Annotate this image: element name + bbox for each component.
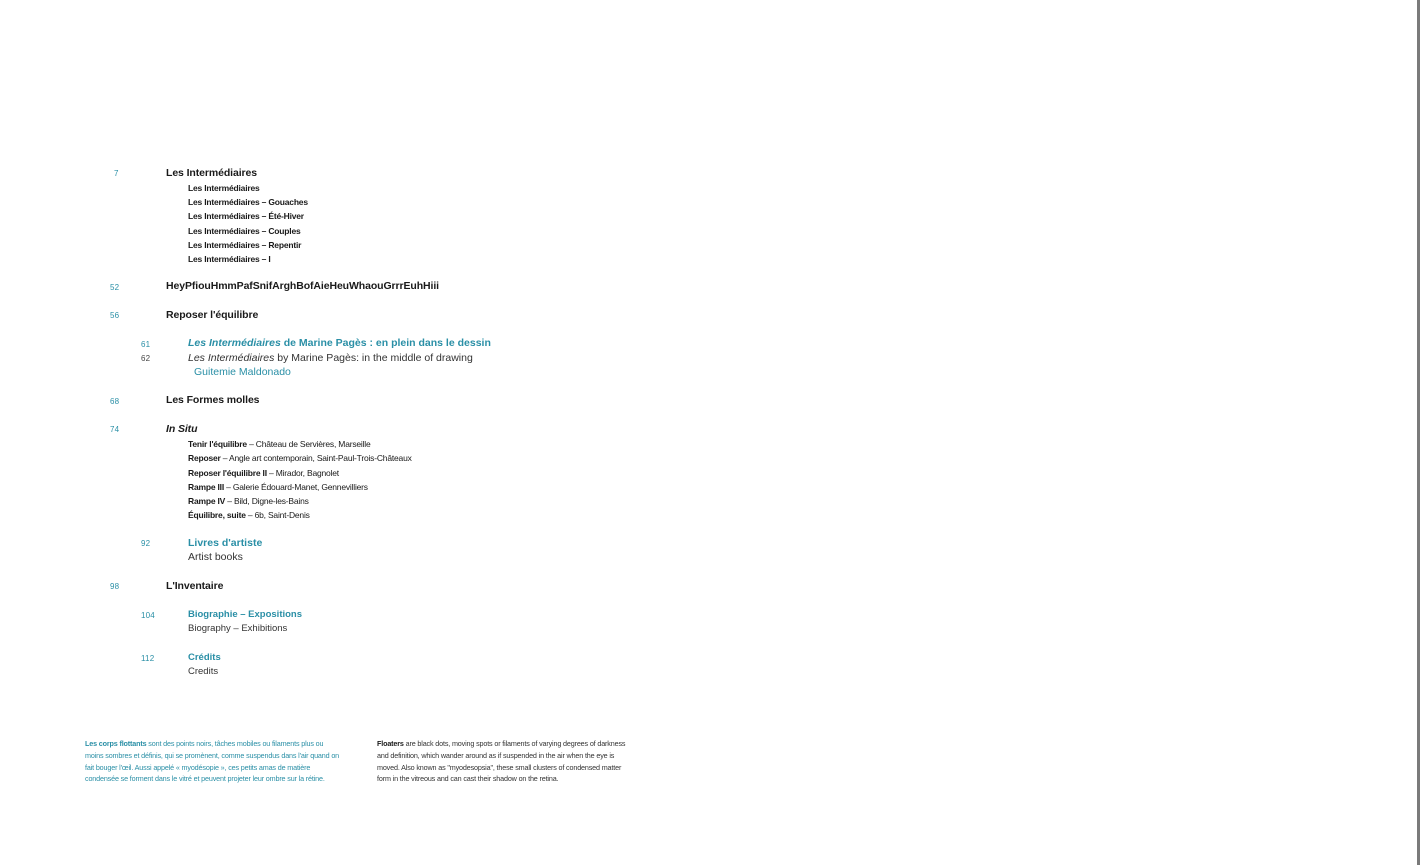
- work-title: Équilibre, suite: [188, 510, 246, 520]
- essay-title-en-italic: Les Intermédiaires: [188, 352, 275, 364]
- essay-title-en-rest: by Marine Pagès: in the middle of drawing: [274, 352, 473, 364]
- work-title: Reposer: [188, 453, 221, 463]
- bio-title-en[interactable]: Biography – Exhibitions: [188, 623, 288, 634]
- toc-subitem[interactable]: Les Intermédiaires – I: [188, 254, 271, 264]
- toc-page-number: 104: [141, 611, 155, 620]
- footnote-english-term: Floaters: [377, 739, 404, 748]
- toc-page-number: 52: [110, 283, 120, 292]
- toc-subitem[interactable]: [188, 510, 310, 520]
- toc-page-number: 112: [141, 654, 155, 663]
- footnote-english: [377, 738, 632, 785]
- work-place: – Galerie Édouard-Manet, Gennevilliers: [224, 482, 368, 492]
- work-title: Reposer l'équilibre II: [188, 468, 267, 478]
- essay-title-fr[interactable]: [188, 337, 491, 349]
- books-title-en[interactable]: Artist books: [188, 551, 243, 563]
- footnote-french-text: sont des points noirs, tâches mobiles ou filaments plus ou moins sombres et définis, qui se promènent, comme suspendus dans l'air quand on fait bouger l'œil. Aussi appelé « myodésopie », ces petits amas de matière condensée se forment dans le vitré et peuvent projeter leur ombre sur la rétine.: [85, 739, 340, 784]
- essay-title-en[interactable]: [188, 352, 473, 364]
- toc-section-title[interactable]: Les Formes molles: [166, 394, 260, 406]
- bio-title-fr[interactable]: Biographie – Expositions: [188, 609, 303, 620]
- toc-page-number: 62: [141, 354, 151, 363]
- toc-subitem[interactable]: [188, 439, 371, 449]
- toc-section-title[interactable]: HeyPfiouHmmPafSnifArghBofAieHeuWhaouGrrrEuhHiii: [166, 280, 439, 292]
- essay-title-fr-italic: Les Intermédiaires: [188, 337, 281, 349]
- work-title: Rampe IV: [188, 496, 226, 506]
- toc-section-title[interactable]: L'Inventaire: [166, 580, 224, 592]
- toc-subitem[interactable]: Les Intermédiaires – Été-Hiver: [188, 211, 304, 221]
- footnote-french: [85, 738, 340, 785]
- toc-page-number: 61: [141, 340, 151, 349]
- work-place: – Bild, Digne-les-Bains: [225, 496, 309, 506]
- work-place: – Angle art contemporain, Saint-Paul-Trois-Châteaux: [220, 453, 412, 463]
- toc-section-title[interactable]: In Situ: [166, 423, 198, 435]
- footnote-english-text: are black dots, moving spots or filaments of varying degrees of darkness and definition, which wander around as if suspended in the air when the eye is moved. Also known as "myodesopsia", these small clusters of condensed matter form in the vitreous and can cast their shadow on the retina.: [377, 739, 626, 784]
- toc-subitem[interactable]: Les Intermédiaires – Couples: [188, 226, 301, 236]
- toc-page-number: 98: [110, 582, 120, 591]
- credits-title-fr[interactable]: Crédits: [188, 652, 221, 663]
- toc-page-number: 7: [114, 169, 119, 178]
- toc-subitem[interactable]: Les Intermédiaires: [188, 183, 260, 193]
- toc-subitem[interactable]: [188, 468, 339, 478]
- work-place: – Château de Servières, Marseille: [246, 439, 371, 449]
- work-place: – 6b, Saint-Denis: [245, 510, 310, 520]
- footnote-french-term: Les corps flottants: [85, 739, 147, 748]
- toc-subitem[interactable]: Les Intermédiaires – Gouaches: [188, 197, 308, 207]
- toc-subitem[interactable]: Les Intermédiaires – Repentir: [188, 240, 302, 250]
- essay-title-fr-rest: de Marine Pagès : en plein dans le dessin: [280, 337, 491, 349]
- toc-section-title[interactable]: Les Intermédiaires: [166, 167, 257, 179]
- toc-subitem[interactable]: [188, 496, 309, 506]
- toc-page-number: 56: [110, 311, 120, 320]
- toc-page-number: 74: [110, 425, 120, 434]
- toc-page-number: 92: [141, 539, 151, 548]
- essay-author: Guitemie Maldonado: [194, 366, 291, 378]
- toc-section-title[interactable]: Reposer l'équilibre: [166, 309, 259, 321]
- toc-page-number: 68: [110, 397, 120, 406]
- work-place: – Mirador, Bagnolet: [266, 468, 339, 478]
- books-title-fr[interactable]: Livres d'artiste: [188, 537, 263, 549]
- work-title: Tenir l'équilibre: [188, 439, 247, 449]
- toc-subitem[interactable]: [188, 482, 368, 492]
- credits-title-en[interactable]: Credits: [188, 666, 219, 677]
- work-title: Rampe III: [188, 482, 224, 492]
- toc-subitem[interactable]: [188, 453, 412, 463]
